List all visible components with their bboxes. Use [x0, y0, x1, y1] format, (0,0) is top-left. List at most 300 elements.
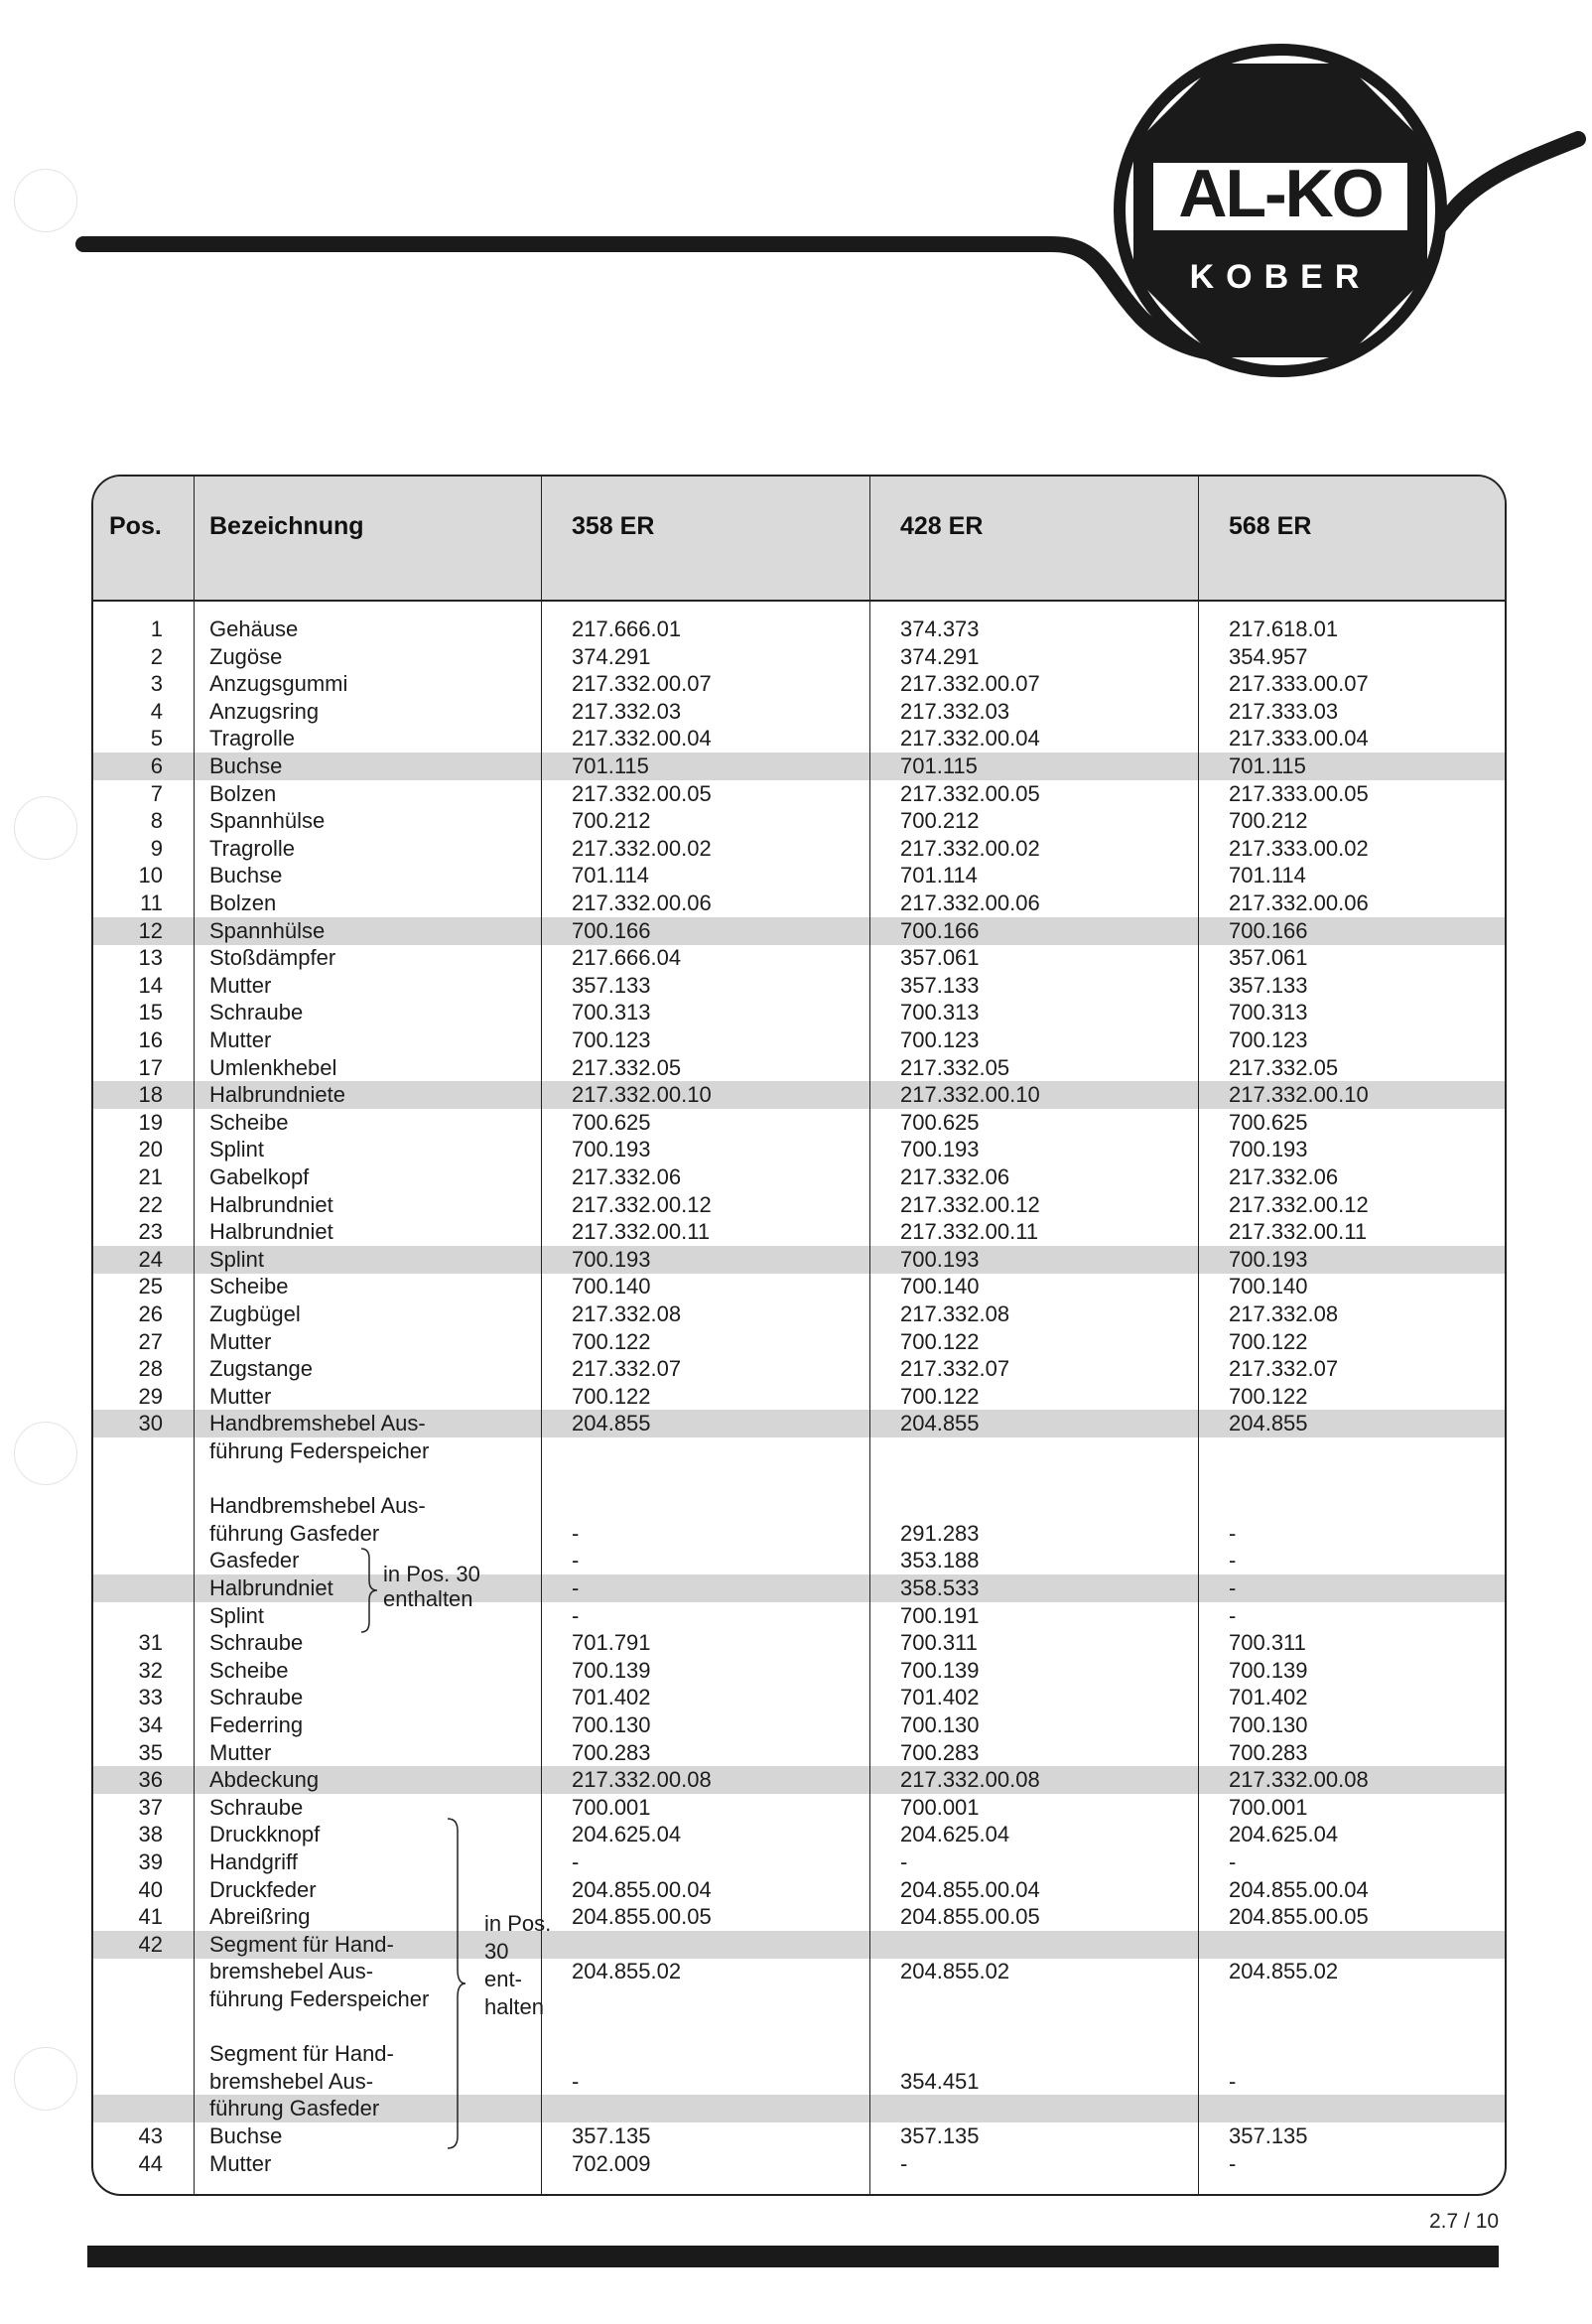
row-pos: 35 [138, 1739, 163, 1765]
row-pos: 19 [138, 1109, 163, 1135]
row-pos: 18 [138, 1082, 163, 1108]
page-number: 2.7 / 10 [1429, 2210, 1500, 2233]
row-desc: Gehäuse [209, 616, 299, 641]
cell-358: 700.140 [572, 1274, 651, 1299]
cell-568: - [1229, 1548, 1237, 1573]
row-pos: 11 [140, 890, 163, 915]
table-row [93, 2040, 1505, 2068]
cell-358: 700.123 [572, 1027, 651, 1052]
row-desc: führung Gasfeder [209, 1520, 380, 1546]
table-row [93, 1492, 1505, 1520]
table-row [93, 615, 1505, 643]
cell-428: 700.313 [900, 1000, 980, 1025]
table-row [93, 1191, 1505, 1219]
table-row [93, 1574, 1505, 1602]
row-pos: 42 [138, 1931, 163, 1957]
cell-568: 217.332.00.08 [1229, 1767, 1369, 1793]
row-pos: 30 [138, 1411, 163, 1436]
row-pos: 20 [138, 1137, 163, 1162]
cell-428: 700.311 [900, 1630, 978, 1656]
cell-568: 701.115 [1229, 753, 1306, 778]
table-row [93, 1246, 1505, 1274]
cell-428: 217.332.00.07 [900, 671, 1040, 697]
row-desc: Gabelkopf [209, 1164, 310, 1189]
brace-bracket [446, 1817, 465, 2150]
cell-428: 217.332.06 [900, 1164, 1010, 1189]
row-pos: 40 [138, 1876, 163, 1902]
cell-568: 204.855.02 [1229, 1959, 1339, 1984]
cell-358: 357.133 [572, 972, 651, 998]
row-pos: 16 [138, 1027, 163, 1052]
row-desc: Spannhülse [209, 808, 326, 834]
cell-358: 700.130 [572, 1712, 651, 1737]
table-row [93, 1109, 1505, 1137]
table-row [93, 1739, 1505, 1767]
row-desc: Halbrundniet [209, 1575, 333, 1600]
row-desc: Mutter [209, 1383, 272, 1409]
row-pos: 7 [150, 780, 163, 806]
table-row [93, 1081, 1505, 1109]
row-desc: Halbrundniete [209, 1082, 345, 1108]
row-pos: 21 [138, 1164, 163, 1189]
cell-358: 217.666.01 [572, 616, 682, 641]
row-desc: Mutter [209, 1328, 272, 1354]
cell-428: 217.332.00.06 [900, 890, 1040, 915]
cell-358: 204.855.00.05 [572, 1904, 712, 1930]
cell-358: 217.332.00.07 [572, 671, 712, 697]
table-row [93, 889, 1505, 917]
cell-428: 204.855.00.04 [900, 1876, 1040, 1902]
table-row [93, 2013, 1505, 2041]
table-row [93, 1602, 1505, 1630]
cell-428: 700.122 [900, 1328, 980, 1354]
cell-358: 217.332.00.12 [572, 1191, 712, 1217]
row-desc: Abreißring [209, 1904, 311, 1930]
cell-358: - [572, 1849, 580, 1874]
table-row [93, 1931, 1505, 1959]
cell-358: 700.212 [572, 808, 651, 834]
table-row [93, 1766, 1505, 1794]
table-row [93, 1383, 1505, 1411]
table-row [93, 752, 1505, 780]
cell-428: 204.855.00.05 [900, 1904, 1040, 1930]
row-desc: Schraube [209, 1685, 304, 1710]
cell-568: 700.283 [1229, 1739, 1308, 1765]
table-row [93, 1547, 1505, 1574]
table-row [93, 1218, 1505, 1246]
table-row [93, 1465, 1505, 1493]
cell-358: 700.139 [572, 1657, 651, 1683]
row-pos: 25 [138, 1274, 163, 1299]
cell-428: 217.332.00.05 [900, 780, 1040, 806]
row-desc: Halbrundniet [209, 1191, 333, 1217]
cell-358: 217.332.00.06 [572, 890, 712, 915]
row-pos: 23 [138, 1219, 163, 1245]
cell-358: 700.193 [572, 1137, 651, 1162]
table-row [93, 1355, 1505, 1383]
cell-358: 701.114 [572, 863, 649, 889]
table-row [93, 2095, 1505, 2122]
cell-358: 701.791 [572, 1630, 651, 1656]
cell-568: 217.332.05 [1229, 1054, 1339, 1080]
row-pos: 29 [138, 1383, 163, 1409]
cell-358: 217.666.04 [572, 945, 682, 971]
row-desc: Tragrolle [209, 726, 295, 752]
row-desc: Tragrolle [209, 835, 295, 861]
cell-428: 204.855.02 [900, 1959, 1010, 1984]
column-divider [194, 477, 195, 2194]
table-row [93, 807, 1505, 835]
cell-358: 217.332.00.10 [572, 1082, 712, 1108]
row-desc: Handbremshebel Aus- [209, 1411, 426, 1436]
cell-428: 353.188 [900, 1548, 980, 1573]
row-desc: Umlenkhebel [209, 1054, 337, 1080]
cell-428: 217.332.03 [900, 698, 1010, 724]
header-428: 428 ER [900, 512, 984, 540]
row-desc: Handbremshebel Aus- [209, 1493, 426, 1519]
table-row [93, 1273, 1505, 1300]
row-desc: Buchse [209, 863, 283, 889]
cell-568: 700.313 [1229, 1000, 1308, 1025]
table-row [93, 944, 1505, 972]
cell-568: 217.618.01 [1229, 616, 1339, 641]
table-row [93, 1794, 1505, 1822]
row-desc: führung Federspeicher [209, 1986, 430, 2011]
cell-568: 701.114 [1229, 863, 1306, 889]
cell-428: 357.133 [900, 972, 980, 998]
row-desc: Anzugsgummi [209, 671, 348, 697]
row-desc: Splint [209, 1246, 265, 1272]
cell-568: 217.333.00.04 [1229, 726, 1369, 752]
cell-568: 204.625.04 [1229, 1822, 1339, 1847]
punch-hole [14, 796, 77, 860]
cell-568: 217.333.00.07 [1229, 671, 1369, 697]
table-row [93, 1985, 1505, 2013]
brace-note: halten [484, 1994, 544, 2019]
cell-428: 357.061 [900, 945, 980, 971]
header-pos: Pos. [109, 512, 162, 540]
cell-358: 700.001 [572, 1794, 651, 1820]
cell-358: 700.313 [572, 1000, 651, 1025]
cell-358: 217.332.03 [572, 698, 682, 724]
cell-568: - [1229, 1575, 1237, 1600]
cell-428: 204.855 [900, 1411, 980, 1436]
table-row [93, 835, 1505, 863]
row-pos: 6 [150, 753, 163, 778]
row-pos: 43 [138, 2123, 163, 2148]
cell-568: 700.139 [1229, 1657, 1308, 1683]
row-pos: 44 [138, 2150, 163, 2176]
row-pos: 38 [138, 1822, 163, 1847]
cell-358: 700.625 [572, 1109, 651, 1135]
cell-428: 700.193 [900, 1246, 980, 1272]
cell-358: 700.283 [572, 1739, 651, 1765]
brace-note: ent- [484, 1967, 522, 1991]
punch-hole [14, 2047, 77, 2111]
row-pos: 37 [138, 1794, 163, 1820]
cell-358: 217.332.06 [572, 1164, 682, 1189]
row-desc: bremshebel Aus- [209, 2068, 374, 2094]
cell-428: 700.122 [900, 1383, 980, 1409]
cell-428: 374.373 [900, 616, 980, 641]
cell-428: 701.115 [900, 753, 978, 778]
cell-428: 217.332.00.08 [900, 1767, 1040, 1793]
cell-428: 700.123 [900, 1027, 980, 1052]
cell-428: 700.001 [900, 1794, 980, 1820]
row-desc: Stoßdämpfer [209, 945, 336, 971]
cell-568: 217.333.00.02 [1229, 835, 1369, 861]
cell-358: 217.332.00.04 [572, 726, 712, 752]
cell-428: 354.451 [900, 2068, 980, 2094]
cell-358: 701.115 [572, 753, 649, 778]
table-row [93, 670, 1505, 698]
brace-bracket [359, 1547, 379, 1634]
parts-table [91, 475, 1507, 2196]
row-desc: Buchse [209, 2123, 283, 2148]
table-row [93, 999, 1505, 1026]
cell-428: 358.533 [900, 1575, 980, 1600]
cell-358: 204.855.00.04 [572, 1876, 712, 1902]
cell-428: 217.332.00.11 [900, 1219, 1039, 1245]
table-row [93, 2122, 1505, 2150]
cell-568: 700.123 [1229, 1027, 1308, 1052]
cell-568: 700.193 [1229, 1246, 1308, 1272]
row-desc: Schraube [209, 1794, 304, 1820]
cell-358: - [572, 1548, 580, 1573]
table-row [93, 2068, 1505, 2096]
cell-568: 217.332.00.11 [1229, 1219, 1368, 1245]
table-row [93, 643, 1505, 671]
cell-358: - [572, 2068, 580, 2094]
cell-428: 700.283 [900, 1739, 980, 1765]
cell-568: 357.061 [1229, 945, 1308, 971]
row-desc: Buchse [209, 753, 283, 778]
cell-428: 700.212 [900, 808, 980, 834]
row-pos: 4 [150, 698, 163, 724]
cell-428: 700.193 [900, 1137, 980, 1162]
row-desc: Zugstange [209, 1356, 313, 1382]
cell-358: 204.855 [572, 1411, 651, 1436]
cell-358: 701.402 [572, 1685, 651, 1710]
row-desc: Bolzen [209, 780, 277, 806]
row-desc: Segment für Hand- [209, 1931, 394, 1957]
cell-428: 701.114 [900, 863, 978, 889]
row-desc: Spannhülse [209, 917, 326, 943]
row-desc: Segment für Hand- [209, 2041, 394, 2067]
cell-428: 217.332.07 [900, 1356, 1010, 1382]
cell-568: 700.166 [1229, 917, 1308, 943]
cell-358: 204.855.02 [572, 1959, 682, 1984]
row-pos: 9 [150, 835, 163, 861]
row-desc: bremshebel Aus- [209, 1959, 374, 1984]
row-pos: 36 [138, 1767, 163, 1793]
cell-568: 204.855 [1229, 1411, 1308, 1436]
cell-568: 217.332.00.06 [1229, 890, 1369, 915]
cell-358: 217.332.05 [572, 1054, 682, 1080]
cell-568: - [1229, 1602, 1237, 1628]
row-desc: Schraube [209, 1630, 304, 1656]
cell-568: 204.855.00.04 [1229, 1876, 1369, 1902]
cell-358: 700.193 [572, 1246, 651, 1272]
row-desc: Druckknopf [209, 1822, 321, 1847]
row-pos: 31 [138, 1630, 163, 1656]
cell-358: - [572, 1575, 580, 1600]
row-desc: Druckfeder [209, 1876, 317, 1902]
header-desc: Bezeichnung [209, 512, 364, 540]
cell-358: 702.009 [572, 2150, 651, 2176]
cell-568: - [1229, 1520, 1237, 1546]
brace-note: enthalten [383, 1586, 473, 1611]
row-pos: 27 [138, 1328, 163, 1354]
cell-358: 217.332.00.05 [572, 780, 712, 806]
cell-568: 217.332.07 [1229, 1356, 1339, 1382]
cell-568: 354.957 [1229, 643, 1308, 669]
row-pos: 3 [150, 671, 163, 697]
row-pos: 14 [138, 972, 163, 998]
cell-358: 700.122 [572, 1383, 651, 1409]
row-desc: Schraube [209, 1000, 304, 1025]
row-desc: Mutter [209, 2150, 272, 2176]
cell-428: 700.191 [900, 1602, 980, 1628]
cell-568: 217.332.08 [1229, 1301, 1339, 1326]
row-desc: Halbrundniet [209, 1219, 333, 1245]
cell-428: 374.291 [900, 643, 980, 669]
cell-428: 217.332.00.12 [900, 1191, 1040, 1217]
cell-428: 357.135 [900, 2123, 980, 2148]
cell-568: 217.333.03 [1229, 698, 1339, 724]
row-desc: Anzugsring [209, 698, 320, 724]
table-row [93, 725, 1505, 752]
header-568: 568 ER [1229, 512, 1312, 540]
table-row [93, 1711, 1505, 1739]
cell-428: 700.166 [900, 917, 980, 943]
cell-568: 217.332.00.10 [1229, 1082, 1369, 1108]
row-pos: 2 [150, 643, 163, 669]
row-pos: 28 [138, 1356, 163, 1382]
cell-428: - [900, 1849, 908, 1874]
punch-hole [14, 1422, 77, 1485]
cell-428: 217.332.00.10 [900, 1082, 1040, 1108]
row-desc: Mutter [209, 1027, 272, 1052]
cell-358: 700.166 [572, 917, 651, 943]
cell-568: 700.193 [1229, 1137, 1308, 1162]
cell-568: - [1229, 2150, 1237, 2176]
cell-568: 700.130 [1229, 1712, 1308, 1737]
brace-note: in Pos. [484, 1911, 552, 1936]
row-desc: führung Federspeicher [209, 1438, 430, 1463]
row-desc: Federring [209, 1712, 304, 1737]
row-pos: 24 [138, 1246, 163, 1272]
logo-line1: AL-KO [1178, 156, 1383, 231]
cell-428: 204.625.04 [900, 1822, 1010, 1847]
footer-bar [87, 2246, 1499, 2267]
cell-568: 700.001 [1229, 1794, 1308, 1820]
cell-358: 217.332.00.02 [572, 835, 712, 861]
cell-568: 217.332.06 [1229, 1164, 1339, 1189]
table-row [93, 1848, 1505, 1876]
row-desc: Abdeckung [209, 1767, 320, 1793]
cell-568: 217.332.00.12 [1229, 1191, 1369, 1217]
row-pos: 39 [138, 1849, 163, 1874]
row-pos: 15 [138, 1000, 163, 1025]
row-pos: 10 [138, 863, 163, 889]
column-divider [1198, 477, 1199, 2194]
table-row [93, 917, 1505, 945]
cell-428: 701.402 [900, 1685, 980, 1710]
row-desc: Scheibe [209, 1109, 289, 1135]
cell-568: 700.140 [1229, 1274, 1308, 1299]
row-pos: 8 [150, 808, 163, 834]
row-pos: 5 [150, 726, 163, 752]
cell-568: 700.625 [1229, 1109, 1308, 1135]
cell-568: 357.135 [1229, 2123, 1308, 2148]
cell-358: 374.291 [572, 643, 651, 669]
cell-428: 700.625 [900, 1109, 980, 1135]
table-row [93, 1300, 1505, 1328]
cell-358: 357.135 [572, 2123, 651, 2148]
table-row [93, 1657, 1505, 1685]
cell-358: 217.332.08 [572, 1301, 682, 1326]
table-row [93, 862, 1505, 889]
cell-568: 700.122 [1229, 1328, 1308, 1354]
table-row [93, 1410, 1505, 1437]
cell-428: 217.332.08 [900, 1301, 1010, 1326]
cell-358: 217.332.07 [572, 1356, 682, 1382]
table-row [93, 780, 1505, 808]
table-row [93, 1684, 1505, 1711]
table-row [93, 1136, 1505, 1163]
cell-568: 700.212 [1229, 808, 1308, 834]
row-pos: 13 [138, 945, 163, 971]
brace-note: 30 [484, 1939, 509, 1964]
cell-568: 357.133 [1229, 972, 1308, 998]
table-row [93, 1958, 1505, 1985]
row-pos: 17 [138, 1054, 163, 1080]
table-row [93, 1520, 1505, 1548]
row-pos: 41 [138, 1904, 163, 1930]
cell-358: 217.332.00.08 [572, 1767, 712, 1793]
cell-428: 217.332.00.02 [900, 835, 1040, 861]
cell-568: 700.122 [1229, 1383, 1308, 1409]
row-desc: Gasfeder [209, 1548, 300, 1573]
table-row [93, 1054, 1505, 1082]
table-row [93, 1163, 1505, 1191]
cell-568: 700.311 [1229, 1630, 1306, 1656]
cell-568: 701.402 [1229, 1685, 1308, 1710]
row-desc: Zugbügel [209, 1301, 301, 1326]
header-358: 358 ER [572, 512, 655, 540]
table-header [93, 477, 1505, 602]
table-row [93, 2150, 1505, 2178]
row-desc: führung Gasfeder [209, 2096, 380, 2121]
cell-428: 291.283 [900, 1520, 980, 1546]
row-desc: Splint [209, 1137, 265, 1162]
row-pos: 12 [138, 917, 163, 943]
cell-358: 700.122 [572, 1328, 651, 1354]
cell-568: - [1229, 1849, 1237, 1874]
table-row [93, 1903, 1505, 1931]
row-pos: 33 [138, 1685, 163, 1710]
table-row [93, 1026, 1505, 1054]
cell-358: - [572, 1520, 580, 1546]
row-desc: Zugöse [209, 643, 283, 669]
table-row [93, 1328, 1505, 1356]
brace-note: in Pos. 30 [383, 1562, 480, 1586]
table-row [93, 698, 1505, 726]
row-desc: Scheibe [209, 1657, 289, 1683]
row-pos: 22 [138, 1191, 163, 1217]
row-desc: Scheibe [209, 1274, 289, 1299]
